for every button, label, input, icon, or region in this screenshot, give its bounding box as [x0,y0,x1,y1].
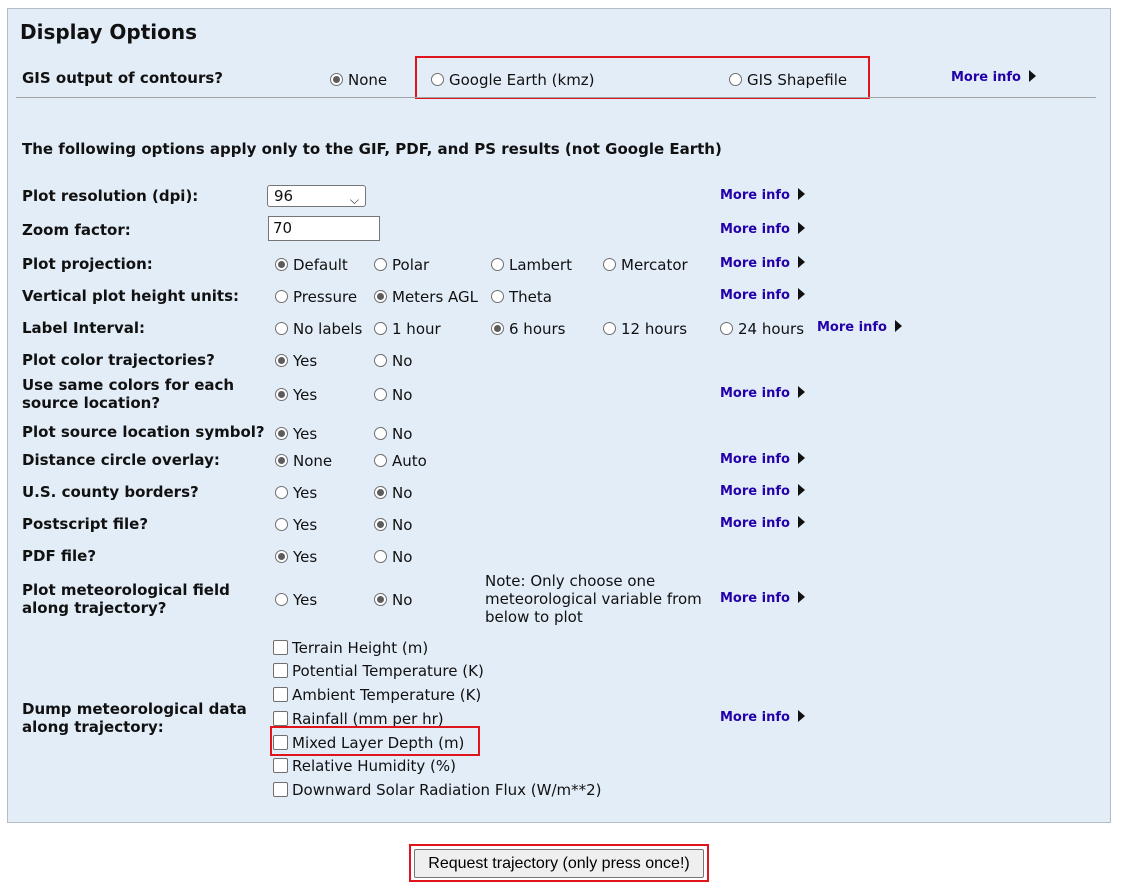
triangle-right-icon [798,288,805,300]
triangle-right-icon [798,591,805,603]
pdf-no-radio[interactable]: No [374,548,412,566]
radio-icon [603,258,616,271]
radio-icon [275,593,288,606]
distance-circle-label: Distance circle overlay: [22,451,220,469]
request-trajectory-button[interactable]: Request trajectory (only press once!) [414,849,704,878]
triangle-right-icon [798,256,805,268]
radio-selected-icon [275,388,288,401]
source-symbol-yes-radio[interactable]: Yes [275,425,317,443]
met-field-yes-radio[interactable]: Yes [275,591,317,609]
projection-polar-radio[interactable]: Polar [374,256,429,274]
met-field-no-radio[interactable]: No [374,591,412,609]
radio-selected-icon [275,427,288,440]
more-info-gis-link[interactable]: More info [951,70,1036,85]
dump-mixed-layer-depth-checkbox[interactable]: Mixed Layer Depth (m) [273,734,464,752]
more-info-dump-link[interactable]: More info [720,710,805,725]
interval-no-labels-radio[interactable]: No labels [275,320,362,338]
more-info-postscript-link[interactable]: More info [720,516,805,531]
subheading: The following options apply only to the GIF, PDF, and PS results (not Google Earth) [22,140,722,158]
source-symbol-no-radio[interactable]: No [374,425,412,443]
highlight-box-mixed-layer [270,726,480,756]
radio-selected-icon [275,354,288,367]
triangle-right-icon [798,484,805,496]
dump-rainfall-checkbox[interactable]: Rainfall (mm per hr) [273,710,444,728]
interval-24-hours-radio[interactable]: 24 hours [720,320,804,338]
radio-selected-icon [275,550,288,563]
triangle-right-icon [1029,70,1036,82]
distance-auto-radio[interactable]: Auto [374,452,427,470]
height-theta-radio[interactable]: Theta [491,288,552,306]
checkbox-icon [273,782,288,797]
radio-icon [275,518,288,531]
radio-icon [374,388,387,401]
radio-selected-icon [374,290,387,303]
checkbox-icon [273,640,288,655]
radio-selected-icon [374,593,387,606]
color-traj-no-radio[interactable]: No [374,352,412,370]
height-pressure-radio[interactable]: Pressure [275,288,357,306]
gis-none-radio[interactable]: None [330,71,387,89]
triangle-right-icon [798,188,805,200]
height-units-label: Vertical plot height units: [22,287,240,305]
source-symbol-label: Plot source location symbol? [22,423,265,441]
radio-icon [603,322,616,335]
more-info-met-field-link[interactable]: More info [720,591,805,606]
more-info-projection-link[interactable]: More info [720,256,805,271]
pdf-yes-radio[interactable]: Yes [275,548,317,566]
projection-lambert-radio[interactable]: Lambert [491,256,572,274]
color-traj-yes-radio[interactable]: Yes [275,352,317,370]
checkbox-icon [273,711,288,726]
county-no-radio[interactable]: No [374,484,412,502]
chevron-down-icon: ⌵ [349,193,359,207]
radio-icon [491,290,504,303]
radio-icon [374,258,387,271]
radio-icon [720,322,733,335]
dump-met-label: Dump meteorological data along trajectory: [22,700,247,736]
radio-selected-icon [374,518,387,531]
projection-default-radio[interactable]: Default [275,256,348,274]
triangle-right-icon [895,320,902,332]
dump-solar-radiation-checkbox[interactable]: Downward Solar Radiation Flux (W/m**2) [273,781,602,799]
distance-none-radio[interactable]: None [275,452,332,470]
checkbox-icon [273,663,288,678]
radio-icon [275,322,288,335]
met-field-note: Note: Only choose one meteorological variable from below to plot [485,572,702,626]
dump-relative-humidity-checkbox[interactable]: Relative Humidity (%) [273,757,456,775]
dump-terrain-height-checkbox[interactable]: Terrain Height (m) [273,639,428,657]
projection-mercator-radio[interactable]: Mercator [603,256,688,274]
same-colors-yes-radio[interactable]: Yes [275,386,317,404]
gis-output-label: GIS output of contours? [22,69,223,87]
plot-projection-label: Plot projection: [22,255,153,273]
height-meters-agl-radio[interactable]: Meters AGL [374,288,478,306]
dump-ambient-temperature-checkbox[interactable]: Ambient Temperature (K) [273,686,481,704]
radio-selected-icon [330,73,343,86]
same-colors-label: Use same colors for each source location? [22,376,235,412]
dump-potential-temperature-checkbox[interactable]: Potential Temperature (K) [273,662,484,680]
county-borders-label: U.S. county borders? [22,483,199,501]
radio-icon [374,354,387,367]
radio-selected-icon [491,322,504,335]
more-info-resolution-link[interactable]: More info [720,188,805,203]
highlight-box-submit [409,844,709,882]
triangle-right-icon [798,516,805,528]
radio-selected-icon [275,454,288,467]
postscript-no-radio[interactable]: No [374,516,412,534]
radio-icon [374,427,387,440]
county-yes-radio[interactable]: Yes [275,484,317,502]
met-field-label: Plot meteorological field along trajectory? [22,581,230,617]
more-info-height-link[interactable]: More info [720,288,805,303]
page-title: Display Options [20,20,198,44]
more-info-interval-link[interactable]: More info [817,320,902,335]
interval-12-hours-radio[interactable]: 12 hours [603,320,687,338]
gis-shapefile-radio[interactable]: GIS Shapefile [729,71,847,89]
checkbox-icon [273,758,288,773]
radio-icon [374,322,387,335]
postscript-yes-radio[interactable]: Yes [275,516,317,534]
checkbox-icon [273,687,288,702]
plot-resolution-select[interactable]: 96 ⌵ [267,185,366,207]
highlight-box-gis [415,56,870,99]
zoom-factor-input[interactable]: 70 [268,216,380,241]
postscript-label: Postscript file? [22,515,149,533]
divider [16,97,1096,98]
pdf-label: PDF file? [22,547,97,565]
same-colors-no-radio[interactable]: No [374,386,412,404]
gis-google-earth-radio[interactable]: Google Earth (kmz) [431,71,595,89]
radio-selected-icon [374,486,387,499]
more-info-county-link[interactable]: More info [720,484,805,499]
radio-icon [374,454,387,467]
radio-icon [374,550,387,563]
color-trajectories-label: Plot color trajectories? [22,351,215,369]
triangle-right-icon [798,386,805,398]
interval-6-hours-radio[interactable]: 6 hours [491,320,565,338]
radio-selected-icon [275,258,288,271]
radio-icon [275,486,288,499]
interval-1-hour-radio[interactable]: 1 hour [374,320,441,338]
more-info-distance-link[interactable]: More info [720,452,805,467]
more-info-same-colors-link[interactable]: More info [720,386,805,401]
radio-icon [275,290,288,303]
label-interval-label: Label Interval: [22,319,145,337]
more-info-zoom-link[interactable]: More info [720,222,805,237]
triangle-right-icon [798,222,805,234]
plot-resolution-label: Plot resolution (dpi): [22,187,199,205]
zoom-factor-label: Zoom factor: [22,221,131,239]
triangle-right-icon [798,710,805,722]
radio-icon [491,258,504,271]
triangle-right-icon [798,452,805,464]
